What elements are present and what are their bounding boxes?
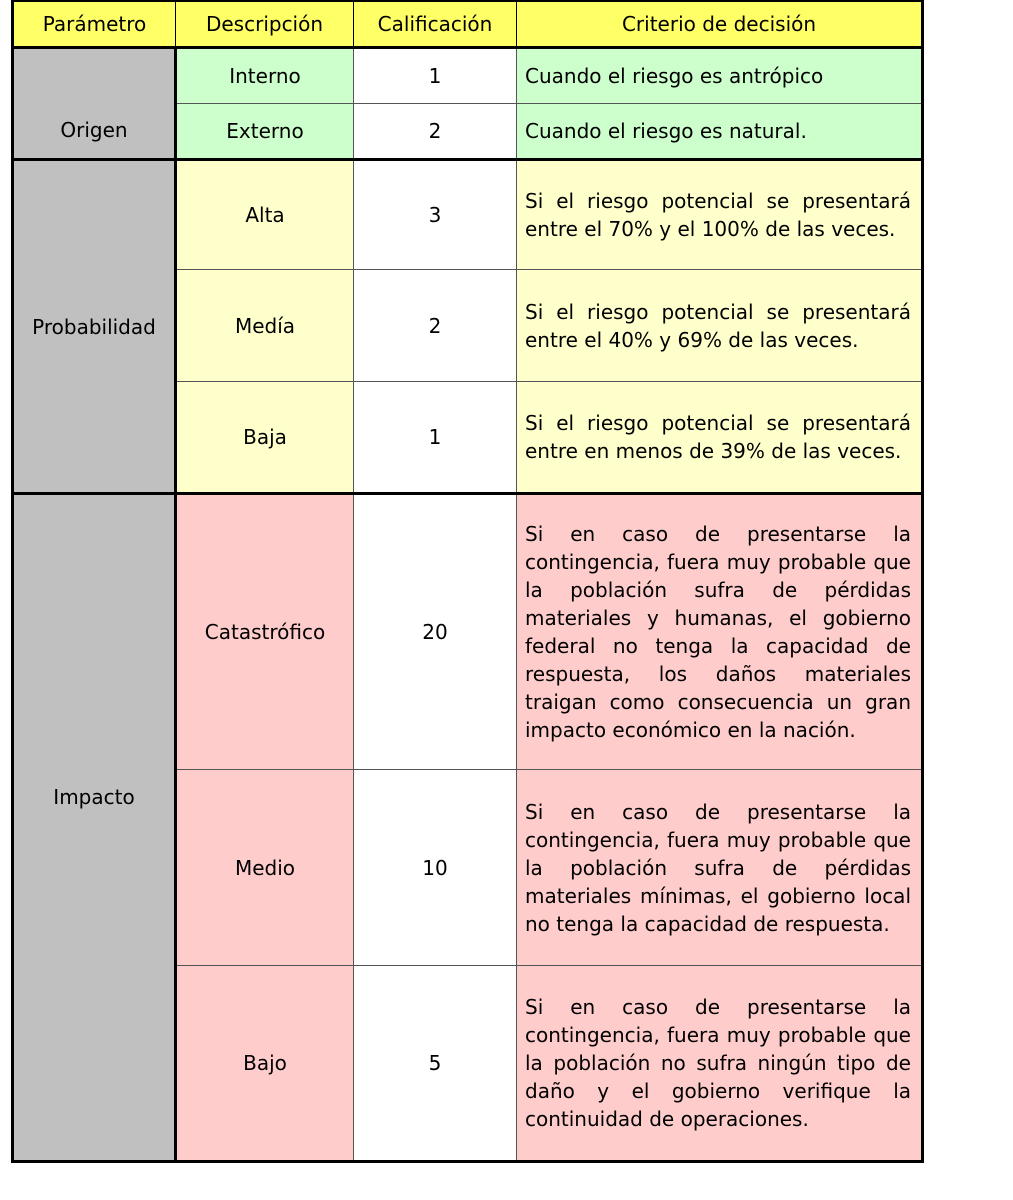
description-cell: Bajo <box>176 966 354 1162</box>
header-parametro: Parámetro <box>13 1 176 48</box>
description-cell: Medio <box>176 770 354 966</box>
score-cell: 1 <box>354 48 517 104</box>
header-criterio: Criterio de decisión <box>517 1 923 48</box>
criterion-cell: Si el riesgo potencial se presentará entre el 40% y 69% de las veces. <box>517 270 923 382</box>
description-cell: Interno <box>176 48 354 104</box>
score-cell: 20 <box>354 494 517 770</box>
parameter-probabilidad <box>13 160 176 494</box>
description-cell: Externo <box>176 104 354 160</box>
criterion-cell: Si en caso de presentarse la contingencia, fuera muy probable que la población sufra de pérdidas materiales y humanas, el gobierno federal no tenga la capacidad de respuesta, los daños materiales traigan como consecuencia un gran impacto económico en la nación. <box>517 494 923 770</box>
parameter-label: Impacto <box>53 785 135 809</box>
criterion-cell: Cuando el riesgo es antrópico <box>517 48 923 104</box>
score-cell: 3 <box>354 160 517 270</box>
score-cell: 5 <box>354 966 517 1162</box>
table-row <box>13 48 923 104</box>
criterion-cell: Si el riesgo potencial se presentará entre el 70% y el 100% de las veces. <box>517 160 923 270</box>
description-cell: Baja <box>176 382 354 494</box>
parameter-impacto <box>13 494 176 1162</box>
table-row <box>13 494 923 770</box>
risk-criteria-table <box>11 0 924 1163</box>
description-cell: Medía <box>176 270 354 382</box>
description-cell: Alta <box>176 160 354 270</box>
score-cell: 10 <box>354 770 517 966</box>
header-descripcion: Descripción <box>176 1 354 48</box>
header-calificacion: Calificación <box>354 1 517 48</box>
score-cell: 2 <box>354 104 517 160</box>
criterion-cell: Si en caso de presentarse la contingencia, fuera muy probable que la población no sufra ningún tipo de daño y el gobierno verifique la continuidad de operaciones. <box>517 966 923 1162</box>
criterion-cell: Si el riesgo potencial se presentará entre en menos de 39% de las veces. <box>517 382 923 494</box>
table-row <box>13 160 923 270</box>
parameter-label: Origen <box>60 118 128 142</box>
score-cell: 2 <box>354 270 517 382</box>
criterion-cell: Cuando el riesgo es natural. <box>517 104 923 160</box>
description-cell: Catastrófico <box>176 494 354 770</box>
parameter-label: Probabilidad <box>32 314 156 339</box>
score-cell: 1 <box>354 382 517 494</box>
header-row <box>13 1 923 48</box>
criterion-cell: Si en caso de presentarse la contingencia, fuera muy probable que la población sufra de pérdidas materiales mínimas, el gobierno local no tenga la capacidad de respuesta. <box>517 770 923 966</box>
parameter-origen <box>13 48 176 160</box>
